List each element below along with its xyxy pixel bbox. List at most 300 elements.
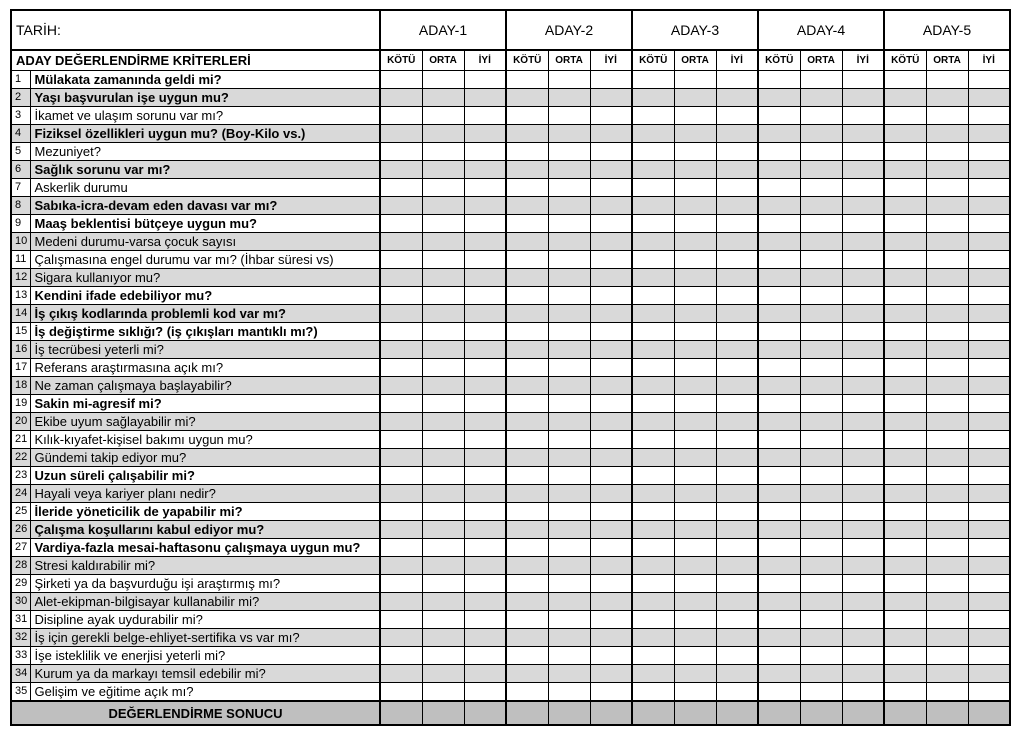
rating-cell-candidate-2-bad[interactable] (506, 215, 548, 233)
rating-cell-candidate-5-bad[interactable] (884, 179, 926, 197)
rating-cell-candidate-5-good[interactable] (968, 467, 1010, 485)
rating-cell-candidate-2-bad[interactable] (506, 71, 548, 89)
rating-cell-candidate-2-medium[interactable] (548, 647, 590, 665)
rating-cell-candidate-3-bad[interactable] (632, 503, 674, 521)
rating-cell-candidate-1-good[interactable] (464, 521, 506, 539)
rating-cell-candidate-3-bad[interactable] (632, 593, 674, 611)
rating-cell-candidate-4-good[interactable] (842, 377, 884, 395)
result-cell-candidate-4[interactable] (842, 701, 884, 725)
rating-cell-candidate-1-bad[interactable] (380, 395, 422, 413)
rating-cell-candidate-3-good[interactable] (716, 683, 758, 702)
rating-cell-candidate-4-bad[interactable] (758, 107, 800, 125)
rating-cell-candidate-3-bad[interactable] (632, 341, 674, 359)
rating-cell-candidate-2-good[interactable] (590, 575, 632, 593)
rating-cell-candidate-2-good[interactable] (590, 683, 632, 702)
rating-cell-candidate-3-bad[interactable] (632, 683, 674, 702)
rating-cell-candidate-1-good[interactable] (464, 89, 506, 107)
rating-cell-candidate-2-good[interactable] (590, 521, 632, 539)
rating-cell-candidate-2-medium[interactable] (548, 665, 590, 683)
rating-cell-candidate-1-good[interactable] (464, 449, 506, 467)
rating-cell-candidate-2-good[interactable] (590, 251, 632, 269)
rating-cell-candidate-3-medium[interactable] (674, 557, 716, 575)
rating-cell-candidate-5-good[interactable] (968, 89, 1010, 107)
rating-cell-candidate-5-bad[interactable] (884, 251, 926, 269)
rating-cell-candidate-1-medium[interactable] (422, 269, 464, 287)
rating-cell-candidate-1-good[interactable] (464, 251, 506, 269)
rating-cell-candidate-3-medium[interactable] (674, 359, 716, 377)
rating-cell-candidate-5-medium[interactable] (926, 575, 968, 593)
rating-cell-candidate-4-medium[interactable] (800, 143, 842, 161)
rating-cell-candidate-4-good[interactable] (842, 359, 884, 377)
rating-cell-candidate-2-good[interactable] (590, 449, 632, 467)
rating-cell-candidate-5-good[interactable] (968, 341, 1010, 359)
rating-cell-candidate-4-medium[interactable] (800, 341, 842, 359)
rating-cell-candidate-1-good[interactable] (464, 107, 506, 125)
rating-cell-candidate-2-good[interactable] (590, 647, 632, 665)
rating-cell-candidate-3-bad[interactable] (632, 611, 674, 629)
rating-cell-candidate-4-medium[interactable] (800, 251, 842, 269)
rating-cell-candidate-3-medium[interactable] (674, 161, 716, 179)
rating-cell-candidate-5-good[interactable] (968, 161, 1010, 179)
rating-cell-candidate-5-medium[interactable] (926, 449, 968, 467)
rating-cell-candidate-5-good[interactable] (968, 107, 1010, 125)
rating-cell-candidate-2-good[interactable] (590, 161, 632, 179)
rating-cell-candidate-3-medium[interactable] (674, 71, 716, 89)
rating-cell-candidate-4-bad[interactable] (758, 467, 800, 485)
rating-cell-candidate-5-medium[interactable] (926, 161, 968, 179)
rating-cell-candidate-4-good[interactable] (842, 251, 884, 269)
rating-cell-candidate-5-bad[interactable] (884, 125, 926, 143)
rating-cell-candidate-5-bad[interactable] (884, 107, 926, 125)
rating-cell-candidate-3-bad[interactable] (632, 107, 674, 125)
rating-cell-candidate-4-medium[interactable] (800, 485, 842, 503)
rating-cell-candidate-2-good[interactable] (590, 197, 632, 215)
rating-cell-candidate-4-good[interactable] (842, 503, 884, 521)
rating-cell-candidate-3-good[interactable] (716, 233, 758, 251)
rating-cell-candidate-5-bad[interactable] (884, 647, 926, 665)
rating-cell-candidate-2-medium[interactable] (548, 125, 590, 143)
rating-cell-candidate-4-good[interactable] (842, 125, 884, 143)
rating-cell-candidate-5-medium[interactable] (926, 197, 968, 215)
rating-cell-candidate-1-bad[interactable] (380, 413, 422, 431)
rating-cell-candidate-2-bad[interactable] (506, 89, 548, 107)
rating-cell-candidate-5-medium[interactable] (926, 395, 968, 413)
rating-cell-candidate-3-bad[interactable] (632, 467, 674, 485)
rating-cell-candidate-5-good[interactable] (968, 557, 1010, 575)
rating-cell-candidate-2-medium[interactable] (548, 539, 590, 557)
rating-cell-candidate-3-medium[interactable] (674, 575, 716, 593)
rating-cell-candidate-3-medium[interactable] (674, 413, 716, 431)
rating-cell-candidate-3-bad[interactable] (632, 179, 674, 197)
rating-cell-candidate-4-medium[interactable] (800, 233, 842, 251)
rating-cell-candidate-5-medium[interactable] (926, 413, 968, 431)
rating-cell-candidate-3-good[interactable] (716, 503, 758, 521)
rating-cell-candidate-2-medium[interactable] (548, 215, 590, 233)
rating-cell-candidate-3-good[interactable] (716, 341, 758, 359)
rating-cell-candidate-5-good[interactable] (968, 539, 1010, 557)
rating-cell-candidate-5-medium[interactable] (926, 359, 968, 377)
rating-cell-candidate-3-medium[interactable] (674, 539, 716, 557)
rating-cell-candidate-4-medium[interactable] (800, 431, 842, 449)
rating-cell-candidate-5-good[interactable] (968, 215, 1010, 233)
rating-cell-candidate-4-bad[interactable] (758, 197, 800, 215)
rating-cell-candidate-1-bad[interactable] (380, 431, 422, 449)
rating-cell-candidate-4-good[interactable] (842, 161, 884, 179)
rating-cell-candidate-5-bad[interactable] (884, 323, 926, 341)
rating-cell-candidate-2-medium[interactable] (548, 269, 590, 287)
rating-cell-candidate-4-bad[interactable] (758, 575, 800, 593)
rating-cell-candidate-2-bad[interactable] (506, 251, 548, 269)
rating-cell-candidate-4-good[interactable] (842, 71, 884, 89)
rating-cell-candidate-3-medium[interactable] (674, 665, 716, 683)
rating-cell-candidate-3-medium[interactable] (674, 125, 716, 143)
rating-cell-candidate-2-good[interactable] (590, 593, 632, 611)
rating-cell-candidate-1-bad[interactable] (380, 323, 422, 341)
rating-cell-candidate-2-medium[interactable] (548, 359, 590, 377)
rating-cell-candidate-3-bad[interactable] (632, 125, 674, 143)
rating-cell-candidate-3-bad[interactable] (632, 305, 674, 323)
rating-cell-candidate-1-good[interactable] (464, 125, 506, 143)
rating-cell-candidate-4-medium[interactable] (800, 413, 842, 431)
rating-cell-candidate-5-bad[interactable] (884, 233, 926, 251)
rating-cell-candidate-2-bad[interactable] (506, 233, 548, 251)
rating-cell-candidate-3-medium[interactable] (674, 431, 716, 449)
result-cell-candidate-5[interactable] (968, 701, 1010, 725)
rating-cell-candidate-2-bad[interactable] (506, 683, 548, 702)
rating-cell-candidate-3-medium[interactable] (674, 485, 716, 503)
rating-cell-candidate-3-medium[interactable] (674, 503, 716, 521)
rating-cell-candidate-1-medium[interactable] (422, 197, 464, 215)
rating-cell-candidate-4-good[interactable] (842, 323, 884, 341)
rating-cell-candidate-1-medium[interactable] (422, 521, 464, 539)
rating-cell-candidate-2-bad[interactable] (506, 269, 548, 287)
rating-cell-candidate-4-good[interactable] (842, 575, 884, 593)
rating-cell-candidate-1-good[interactable] (464, 575, 506, 593)
rating-cell-candidate-1-good[interactable] (464, 323, 506, 341)
rating-cell-candidate-3-medium[interactable] (674, 197, 716, 215)
rating-cell-candidate-1-medium[interactable] (422, 161, 464, 179)
result-cell-candidate-4[interactable] (758, 701, 800, 725)
rating-cell-candidate-5-medium[interactable] (926, 521, 968, 539)
rating-cell-candidate-5-medium[interactable] (926, 341, 968, 359)
rating-cell-candidate-3-good[interactable] (716, 71, 758, 89)
rating-cell-candidate-3-good[interactable] (716, 107, 758, 125)
rating-cell-candidate-2-bad[interactable] (506, 179, 548, 197)
rating-cell-candidate-1-good[interactable] (464, 143, 506, 161)
rating-cell-candidate-4-bad[interactable] (758, 359, 800, 377)
rating-cell-candidate-2-good[interactable] (590, 287, 632, 305)
rating-cell-candidate-5-bad[interactable] (884, 413, 926, 431)
rating-cell-candidate-2-medium[interactable] (548, 89, 590, 107)
rating-cell-candidate-4-good[interactable] (842, 431, 884, 449)
rating-cell-candidate-3-good[interactable] (716, 269, 758, 287)
rating-cell-candidate-4-good[interactable] (842, 521, 884, 539)
rating-cell-candidate-5-medium[interactable] (926, 611, 968, 629)
rating-cell-candidate-4-good[interactable] (842, 449, 884, 467)
rating-cell-candidate-4-medium[interactable] (800, 323, 842, 341)
rating-cell-candidate-4-medium[interactable] (800, 305, 842, 323)
rating-cell-candidate-2-good[interactable] (590, 395, 632, 413)
result-cell-candidate-1[interactable] (380, 701, 422, 725)
rating-cell-candidate-3-good[interactable] (716, 143, 758, 161)
rating-cell-candidate-1-bad[interactable] (380, 125, 422, 143)
rating-cell-candidate-5-medium[interactable] (926, 215, 968, 233)
rating-cell-candidate-2-good[interactable] (590, 503, 632, 521)
rating-cell-candidate-4-good[interactable] (842, 287, 884, 305)
rating-cell-candidate-2-bad[interactable] (506, 305, 548, 323)
rating-cell-candidate-1-bad[interactable] (380, 71, 422, 89)
rating-cell-candidate-1-medium[interactable] (422, 449, 464, 467)
rating-cell-candidate-4-good[interactable] (842, 305, 884, 323)
rating-cell-candidate-1-bad[interactable] (380, 629, 422, 647)
rating-cell-candidate-1-bad[interactable] (380, 683, 422, 702)
rating-cell-candidate-5-bad[interactable] (884, 143, 926, 161)
rating-cell-candidate-2-medium[interactable] (548, 233, 590, 251)
rating-cell-candidate-1-good[interactable] (464, 665, 506, 683)
rating-cell-candidate-3-bad[interactable] (632, 431, 674, 449)
rating-cell-candidate-4-medium[interactable] (800, 269, 842, 287)
rating-cell-candidate-1-medium[interactable] (422, 557, 464, 575)
rating-cell-candidate-5-bad[interactable] (884, 395, 926, 413)
rating-cell-candidate-3-medium[interactable] (674, 251, 716, 269)
rating-cell-candidate-5-medium[interactable] (926, 431, 968, 449)
rating-cell-candidate-3-medium[interactable] (674, 107, 716, 125)
rating-cell-candidate-3-bad[interactable] (632, 89, 674, 107)
rating-cell-candidate-1-good[interactable] (464, 503, 506, 521)
rating-cell-candidate-1-good[interactable] (464, 269, 506, 287)
rating-cell-candidate-1-good[interactable] (464, 287, 506, 305)
rating-cell-candidate-3-bad[interactable] (632, 359, 674, 377)
rating-cell-candidate-4-bad[interactable] (758, 395, 800, 413)
result-cell-candidate-5[interactable] (884, 701, 926, 725)
rating-cell-candidate-5-good[interactable] (968, 593, 1010, 611)
rating-cell-candidate-1-medium[interactable] (422, 125, 464, 143)
rating-cell-candidate-5-bad[interactable] (884, 521, 926, 539)
rating-cell-candidate-2-medium[interactable] (548, 413, 590, 431)
rating-cell-candidate-5-good[interactable] (968, 503, 1010, 521)
rating-cell-candidate-4-good[interactable] (842, 143, 884, 161)
rating-cell-candidate-2-bad[interactable] (506, 431, 548, 449)
rating-cell-candidate-2-medium[interactable] (548, 593, 590, 611)
rating-cell-candidate-5-medium[interactable] (926, 683, 968, 702)
rating-cell-candidate-4-medium[interactable] (800, 521, 842, 539)
rating-cell-candidate-1-good[interactable] (464, 161, 506, 179)
rating-cell-candidate-2-medium[interactable] (548, 395, 590, 413)
rating-cell-candidate-2-bad[interactable] (506, 629, 548, 647)
rating-cell-candidate-4-bad[interactable] (758, 305, 800, 323)
rating-cell-candidate-1-medium[interactable] (422, 611, 464, 629)
rating-cell-candidate-2-good[interactable] (590, 305, 632, 323)
rating-cell-candidate-3-medium[interactable] (674, 179, 716, 197)
rating-cell-candidate-4-bad[interactable] (758, 161, 800, 179)
rating-cell-candidate-3-good[interactable] (716, 305, 758, 323)
rating-cell-candidate-4-bad[interactable] (758, 611, 800, 629)
rating-cell-candidate-4-good[interactable] (842, 89, 884, 107)
rating-cell-candidate-1-bad[interactable] (380, 665, 422, 683)
rating-cell-candidate-1-good[interactable] (464, 341, 506, 359)
rating-cell-candidate-4-good[interactable] (842, 179, 884, 197)
rating-cell-candidate-5-good[interactable] (968, 413, 1010, 431)
rating-cell-candidate-5-good[interactable] (968, 143, 1010, 161)
rating-cell-candidate-3-medium[interactable] (674, 377, 716, 395)
rating-cell-candidate-1-bad[interactable] (380, 575, 422, 593)
rating-cell-candidate-1-medium[interactable] (422, 305, 464, 323)
rating-cell-candidate-4-bad[interactable] (758, 665, 800, 683)
rating-cell-candidate-1-bad[interactable] (380, 161, 422, 179)
rating-cell-candidate-1-good[interactable] (464, 359, 506, 377)
rating-cell-candidate-5-good[interactable] (968, 305, 1010, 323)
rating-cell-candidate-1-good[interactable] (464, 683, 506, 702)
rating-cell-candidate-2-medium[interactable] (548, 485, 590, 503)
rating-cell-candidate-1-bad[interactable] (380, 305, 422, 323)
rating-cell-candidate-4-bad[interactable] (758, 233, 800, 251)
rating-cell-candidate-1-bad[interactable] (380, 485, 422, 503)
rating-cell-candidate-2-good[interactable] (590, 611, 632, 629)
rating-cell-candidate-2-medium[interactable] (548, 251, 590, 269)
rating-cell-candidate-3-good[interactable] (716, 521, 758, 539)
rating-cell-candidate-3-good[interactable] (716, 665, 758, 683)
rating-cell-candidate-3-good[interactable] (716, 89, 758, 107)
rating-cell-candidate-4-good[interactable] (842, 197, 884, 215)
rating-cell-candidate-1-bad[interactable] (380, 503, 422, 521)
rating-cell-candidate-2-bad[interactable] (506, 197, 548, 215)
rating-cell-candidate-1-bad[interactable] (380, 647, 422, 665)
rating-cell-candidate-2-medium[interactable] (548, 107, 590, 125)
result-cell-candidate-4[interactable] (800, 701, 842, 725)
rating-cell-candidate-5-bad[interactable] (884, 503, 926, 521)
rating-cell-candidate-2-bad[interactable] (506, 107, 548, 125)
rating-cell-candidate-3-good[interactable] (716, 395, 758, 413)
rating-cell-candidate-5-medium[interactable] (926, 251, 968, 269)
rating-cell-candidate-5-bad[interactable] (884, 449, 926, 467)
rating-cell-candidate-5-bad[interactable] (884, 359, 926, 377)
rating-cell-candidate-1-good[interactable] (464, 305, 506, 323)
rating-cell-candidate-3-bad[interactable] (632, 233, 674, 251)
rating-cell-candidate-3-bad[interactable] (632, 665, 674, 683)
rating-cell-candidate-1-bad[interactable] (380, 89, 422, 107)
rating-cell-candidate-5-good[interactable] (968, 359, 1010, 377)
rating-cell-candidate-4-bad[interactable] (758, 125, 800, 143)
rating-cell-candidate-1-medium[interactable] (422, 683, 464, 702)
rating-cell-candidate-1-medium[interactable] (422, 143, 464, 161)
rating-cell-candidate-5-good[interactable] (968, 521, 1010, 539)
rating-cell-candidate-3-medium[interactable] (674, 593, 716, 611)
rating-cell-candidate-4-medium[interactable] (800, 215, 842, 233)
rating-cell-candidate-5-good[interactable] (968, 323, 1010, 341)
rating-cell-candidate-4-bad[interactable] (758, 557, 800, 575)
rating-cell-candidate-1-bad[interactable] (380, 107, 422, 125)
rating-cell-candidate-3-medium[interactable] (674, 89, 716, 107)
result-cell-candidate-5[interactable] (926, 701, 968, 725)
rating-cell-candidate-4-good[interactable] (842, 269, 884, 287)
rating-cell-candidate-2-bad[interactable] (506, 125, 548, 143)
rating-cell-candidate-5-good[interactable] (968, 179, 1010, 197)
rating-cell-candidate-1-good[interactable] (464, 539, 506, 557)
rating-cell-candidate-4-good[interactable] (842, 107, 884, 125)
rating-cell-candidate-2-medium[interactable] (548, 557, 590, 575)
rating-cell-candidate-4-bad[interactable] (758, 341, 800, 359)
rating-cell-candidate-2-bad[interactable] (506, 647, 548, 665)
rating-cell-candidate-1-medium[interactable] (422, 233, 464, 251)
rating-cell-candidate-3-medium[interactable] (674, 143, 716, 161)
rating-cell-candidate-3-medium[interactable] (674, 269, 716, 287)
rating-cell-candidate-1-medium[interactable] (422, 323, 464, 341)
rating-cell-candidate-3-good[interactable] (716, 467, 758, 485)
rating-cell-candidate-2-good[interactable] (590, 71, 632, 89)
rating-cell-candidate-5-medium[interactable] (926, 629, 968, 647)
rating-cell-candidate-3-good[interactable] (716, 179, 758, 197)
rating-cell-candidate-2-bad[interactable] (506, 395, 548, 413)
rating-cell-candidate-3-good[interactable] (716, 629, 758, 647)
rating-cell-candidate-5-good[interactable] (968, 269, 1010, 287)
rating-cell-candidate-4-medium[interactable] (800, 377, 842, 395)
rating-cell-candidate-4-good[interactable] (842, 557, 884, 575)
rating-cell-candidate-3-good[interactable] (716, 557, 758, 575)
rating-cell-candidate-4-medium[interactable] (800, 467, 842, 485)
rating-cell-candidate-2-medium[interactable] (548, 323, 590, 341)
rating-cell-candidate-3-medium[interactable] (674, 323, 716, 341)
rating-cell-candidate-4-medium[interactable] (800, 197, 842, 215)
rating-cell-candidate-4-bad[interactable] (758, 647, 800, 665)
rating-cell-candidate-1-medium[interactable] (422, 251, 464, 269)
rating-cell-candidate-3-good[interactable] (716, 359, 758, 377)
rating-cell-candidate-3-good[interactable] (716, 413, 758, 431)
rating-cell-candidate-2-medium[interactable] (548, 611, 590, 629)
rating-cell-candidate-2-good[interactable] (590, 179, 632, 197)
result-cell-candidate-3[interactable] (716, 701, 758, 725)
rating-cell-candidate-2-good[interactable] (590, 107, 632, 125)
rating-cell-candidate-3-medium[interactable] (674, 647, 716, 665)
rating-cell-candidate-2-medium[interactable] (548, 143, 590, 161)
result-cell-candidate-3[interactable] (632, 701, 674, 725)
rating-cell-candidate-3-good[interactable] (716, 125, 758, 143)
rating-cell-candidate-5-good[interactable] (968, 449, 1010, 467)
rating-cell-candidate-2-medium[interactable] (548, 197, 590, 215)
rating-cell-candidate-3-good[interactable] (716, 485, 758, 503)
rating-cell-candidate-3-good[interactable] (716, 215, 758, 233)
rating-cell-candidate-1-good[interactable] (464, 467, 506, 485)
rating-cell-candidate-1-bad[interactable] (380, 377, 422, 395)
rating-cell-candidate-1-bad[interactable] (380, 143, 422, 161)
rating-cell-candidate-3-bad[interactable] (632, 197, 674, 215)
rating-cell-candidate-5-bad[interactable] (884, 215, 926, 233)
rating-cell-candidate-3-good[interactable] (716, 449, 758, 467)
rating-cell-candidate-1-good[interactable] (464, 557, 506, 575)
rating-cell-candidate-2-bad[interactable] (506, 665, 548, 683)
rating-cell-candidate-2-good[interactable] (590, 89, 632, 107)
rating-cell-candidate-5-medium[interactable] (926, 107, 968, 125)
rating-cell-candidate-5-bad[interactable] (884, 377, 926, 395)
rating-cell-candidate-4-good[interactable] (842, 485, 884, 503)
rating-cell-candidate-2-medium[interactable] (548, 287, 590, 305)
rating-cell-candidate-2-good[interactable] (590, 539, 632, 557)
rating-cell-candidate-2-good[interactable] (590, 215, 632, 233)
rating-cell-candidate-4-medium[interactable] (800, 287, 842, 305)
rating-cell-candidate-3-good[interactable] (716, 611, 758, 629)
rating-cell-candidate-5-medium[interactable] (926, 305, 968, 323)
rating-cell-candidate-5-medium[interactable] (926, 665, 968, 683)
rating-cell-candidate-5-good[interactable] (968, 251, 1010, 269)
rating-cell-candidate-2-good[interactable] (590, 233, 632, 251)
rating-cell-candidate-1-bad[interactable] (380, 215, 422, 233)
rating-cell-candidate-1-bad[interactable] (380, 179, 422, 197)
rating-cell-candidate-1-good[interactable] (464, 179, 506, 197)
rating-cell-candidate-3-bad[interactable] (632, 143, 674, 161)
rating-cell-candidate-5-medium[interactable] (926, 179, 968, 197)
rating-cell-candidate-4-medium[interactable] (800, 575, 842, 593)
rating-cell-candidate-4-medium[interactable] (800, 359, 842, 377)
rating-cell-candidate-4-medium[interactable] (800, 395, 842, 413)
